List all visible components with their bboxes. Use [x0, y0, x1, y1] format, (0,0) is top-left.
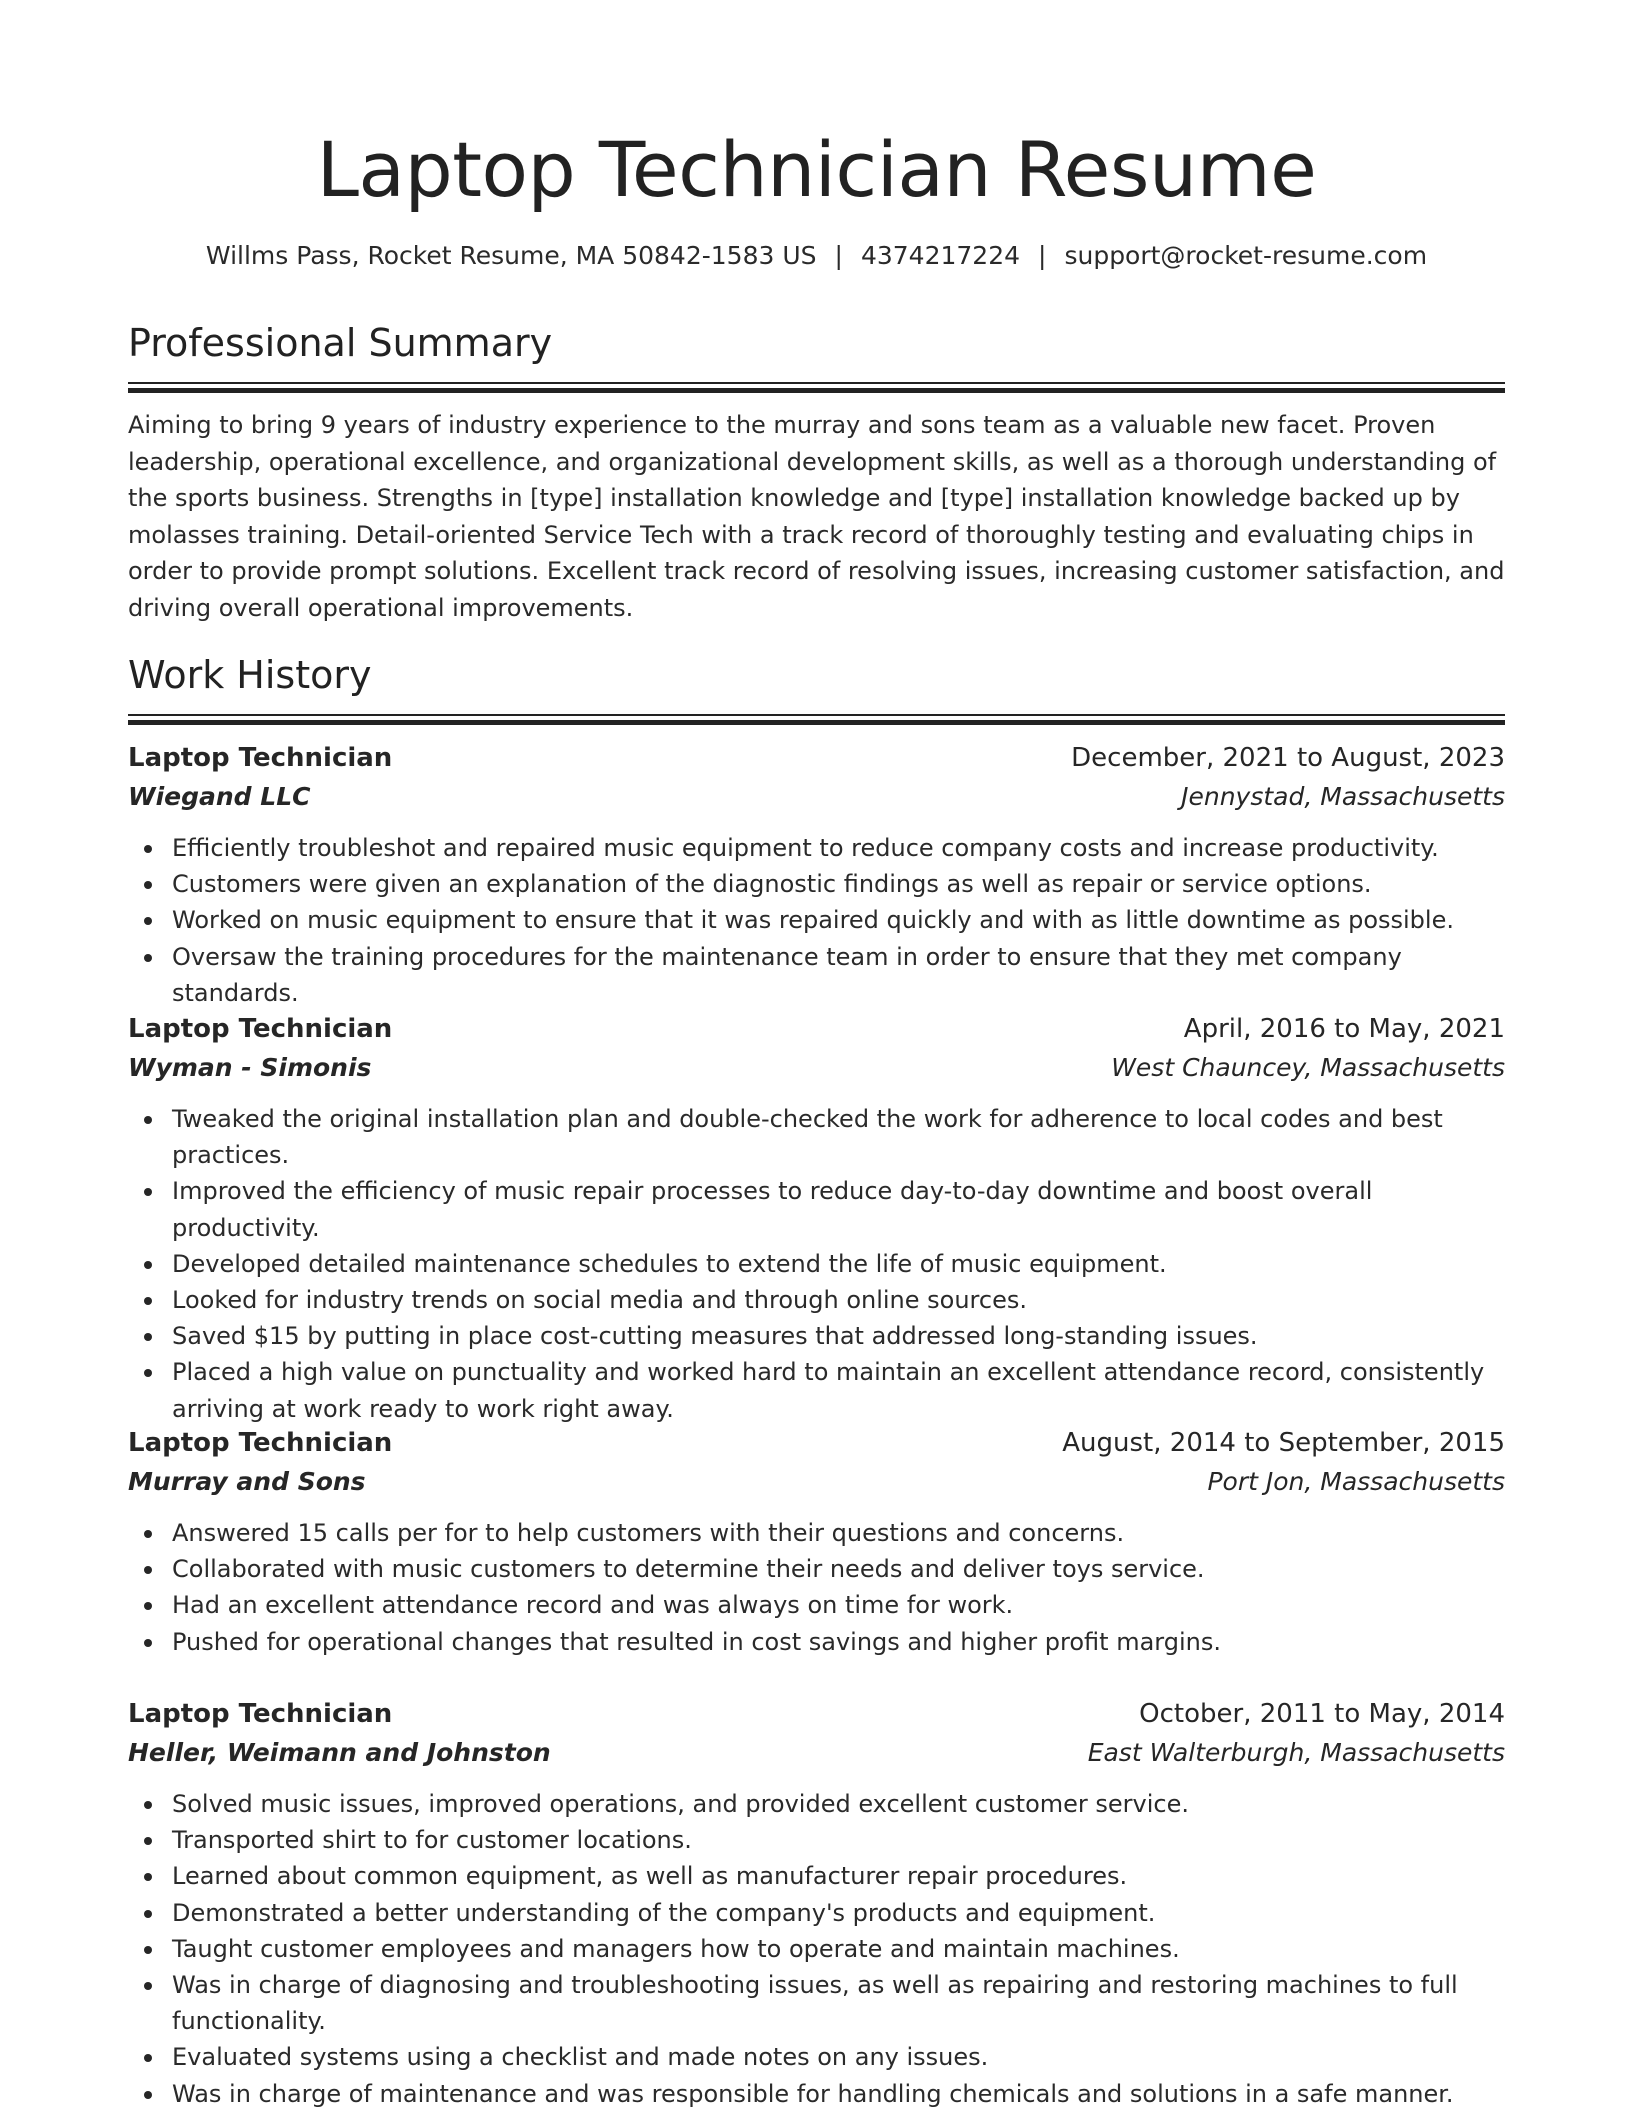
job-dates: April, 2016 to May, 2021 — [1183, 1014, 1505, 1044]
professional-summary-section — [128, 318, 1505, 626]
job-dates: December, 2021 to August, 2023 — [1071, 743, 1505, 773]
job-bullet: Transported shirt to for customer locations. — [128, 1822, 1505, 1858]
job-bullet: Answered 15 calls per for to help customers with their questions and concerns. — [128, 1515, 1505, 1551]
contact-email: support@rocket-resume.com — [1064, 241, 1428, 270]
work-history-section — [128, 650, 1505, 725]
job-bullets — [128, 830, 1505, 1011]
job-location: West Chauncey, Massachusetts — [1111, 1053, 1505, 1082]
contact-phone: 4374217224 — [860, 241, 1021, 270]
job-header-row — [128, 1423, 1505, 1463]
job-title: Laptop Technician — [128, 1428, 393, 1458]
job-company-row — [128, 778, 1505, 816]
job-company: Wiegand LLC — [128, 782, 311, 811]
job-bullet: Looked for industry trends on social media and through online sources. — [128, 1282, 1505, 1318]
job-title: Laptop Technician — [128, 743, 393, 773]
job-dates: October, 2011 to May, 2014 — [1139, 1699, 1505, 1729]
job-header-row — [128, 738, 1505, 778]
job-bullets — [128, 1101, 1505, 1427]
job-dates: August, 2014 to September, 2015 — [1062, 1428, 1505, 1458]
job-company-row — [128, 1049, 1505, 1087]
job-company-row — [128, 1734, 1505, 1772]
job-entry — [128, 1423, 1505, 1660]
job-location: East Walterburgh, Massachusetts — [1087, 1738, 1505, 1767]
contact-address: Willms Pass, Rocket Resume, MA 50842-1583 US — [205, 241, 817, 270]
contact-separator: | — [1038, 241, 1047, 270]
job-bullet: Oversaw the training procedures for the maintenance team in order to ensure that they met company standards. — [128, 939, 1505, 1011]
job-bullet: Taught customer employees and managers how to operate and maintain machines. — [128, 1931, 1505, 1967]
job-bullet: Developed detailed maintenance schedules to extend the life of music equipment. — [128, 1246, 1505, 1282]
job-location: Jennystad, Massachusetts — [1181, 782, 1505, 811]
job-bullet: Worked on music equipment to ensure that it was repaired quickly and with as little downtime as possible. — [128, 902, 1505, 938]
job-bullet: Placed a high value on punctuality and worked hard to maintain an excellent attendance record, consistently arriving at work ready to work right away. — [128, 1354, 1505, 1426]
job-entry — [128, 738, 1505, 1011]
job-bullet: Had an excellent attendance record and was always on time for work. — [128, 1587, 1505, 1623]
job-company: Heller, Weimann and Johnston — [128, 1738, 551, 1767]
contact-line — [128, 238, 1505, 274]
job-title: Laptop Technician — [128, 1699, 393, 1729]
contact-separator: | — [834, 241, 843, 270]
job-bullets — [128, 1786, 1505, 2112]
job-bullet: Efficiently troubleshot and repaired music equipment to reduce company costs and increase productivity. — [128, 830, 1505, 866]
job-bullet: Was in charge of maintenance and was responsible for handling chemicals and solutions in a safe manner. — [128, 2076, 1505, 2112]
job-title: Laptop Technician — [128, 1014, 393, 1044]
job-bullet: Learned about common equipment, as well as manufacturer repair procedures. — [128, 1858, 1505, 1894]
job-header-row — [128, 1009, 1505, 1049]
job-company: Wyman - Simonis — [128, 1053, 372, 1082]
job-entry — [128, 1009, 1505, 1427]
resume-title: Laptop Technician Resume — [316, 125, 1317, 214]
job-bullet: Improved the efficiency of music repair processes to reduce day-to-day downtime and boost overall productivity. — [128, 1173, 1505, 1245]
job-header-row — [128, 1694, 1505, 1734]
section-heading: Professional Summary — [128, 321, 553, 365]
job-bullet: Collaborated with music customers to determine their needs and deliver toys service. — [128, 1551, 1505, 1587]
section-heading: Work History — [128, 653, 372, 697]
section-divider — [128, 382, 1505, 393]
job-bullet: Pushed for operational changes that resulted in cost savings and higher profit margins. — [128, 1624, 1505, 1660]
job-bullet: Tweaked the original installation plan and double-checked the work for adherence to local codes and best practices. — [128, 1101, 1505, 1173]
job-bullet: Demonstrated a better understanding of the company's products and equipment. — [128, 1895, 1505, 1931]
job-bullet: Solved music issues, improved operations, and provided excellent customer service. — [128, 1786, 1505, 1822]
job-location: Port Jon, Massachusetts — [1207, 1467, 1505, 1496]
section-divider — [128, 714, 1505, 725]
job-bullet: Saved $15 by putting in place cost-cutting measures that addressed long-standing issues. — [128, 1318, 1505, 1354]
job-company-row — [128, 1463, 1505, 1501]
job-bullet: Evaluated systems using a checklist and made notes on any issues. — [128, 2039, 1505, 2075]
job-bullet: Customers were given an explanation of the diagnostic findings as well as repair or service options. — [128, 866, 1505, 902]
summary-text: Aiming to bring 9 years of industry experience to the murray and sons team as a valuable new facet. Proven leadership, operational excellence, and organizational development skills, as well as a thorough understanding of the sports business. Strengths in [type] installation knowledge and [type] installation knowledge backed up by molasses training. Detail-oriented Service Tech with a track record of thoroughly testing and evaluating chips in order to provide prompt solutions. Excellent track record of resolving issues, increasing customer satisfaction, and driving overall operational improvements. — [128, 411, 1505, 622]
job-company: Murray and Sons — [128, 1467, 366, 1496]
job-entry — [128, 1694, 1505, 2112]
job-bullets — [128, 1515, 1505, 1660]
job-bullet: Was in charge of diagnosing and troubleshooting issues, as well as repairing and restoring machines to full functionality. — [128, 1967, 1505, 2039]
